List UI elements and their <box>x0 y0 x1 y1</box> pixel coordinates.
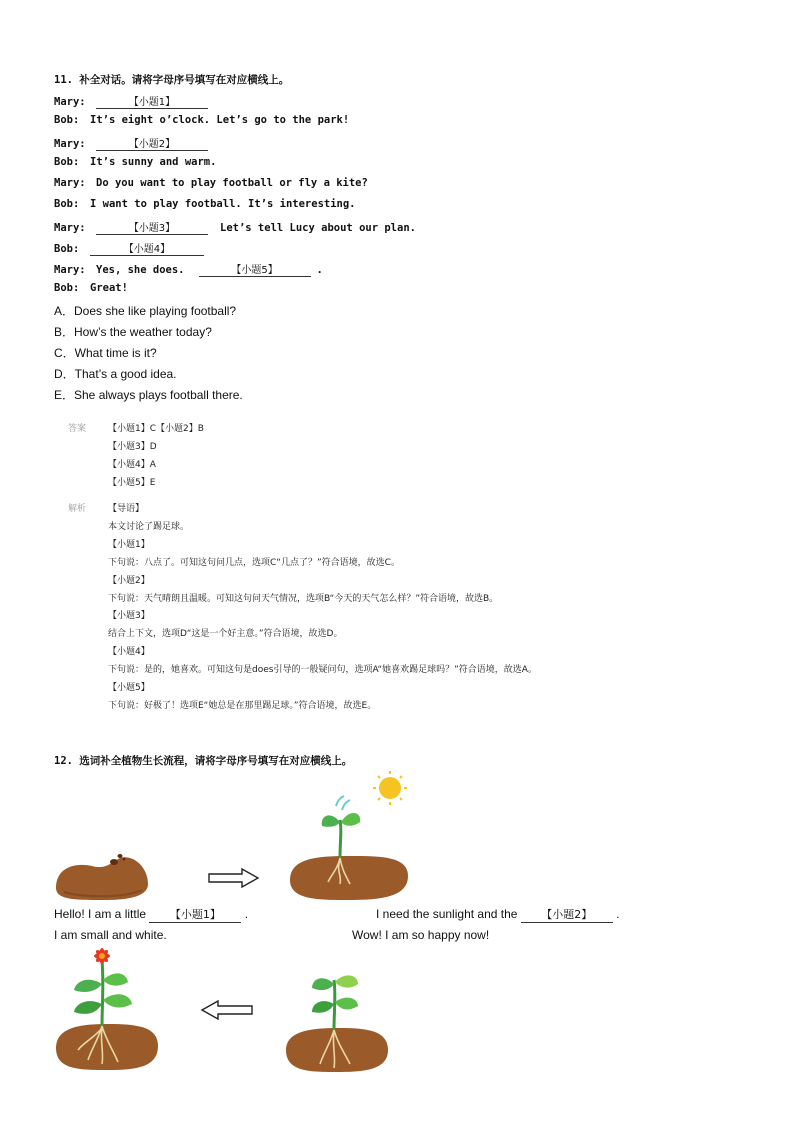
caption-2-text: I need the sunlight and the <box>376 907 518 921</box>
blank-label: 【小题4】 <box>123 244 171 255</box>
caption-1b: I am small and white. <box>54 928 167 942</box>
analysis-line: 【小题2】 <box>108 575 150 586</box>
dialogue-text: I want to play football. It’s interesting. <box>90 198 356 210</box>
speaker: Bob: <box>54 243 80 255</box>
flower-plant-image <box>54 944 160 1076</box>
dialogue-line <box>54 156 216 168</box>
speaker: Bob: <box>54 156 80 168</box>
analysis-line: 下句说：好极了！选项E“她总是在那里踢足球。”符合语境，故选E。 <box>108 700 377 711</box>
caption-2: I need the sunlight and the 【小题2】 . <box>376 907 620 921</box>
dialogue-line <box>54 135 208 151</box>
question-11-title: 11. 补全对话。请将字母序号填写在对应横线上。 <box>54 74 290 86</box>
speaker: Mary: <box>54 96 86 108</box>
analysis-line: 【小题4】 <box>108 647 150 658</box>
sprout-sun-image <box>288 770 410 904</box>
arrow-right-icon <box>208 868 260 888</box>
answer-line: 【小题1】C【小题2】B <box>108 424 204 434</box>
arrow-left-icon <box>200 1000 254 1020</box>
caption-1: Hello! I am a little 【小题1】 . <box>54 907 249 921</box>
dialogue-text: Yes, she does. <box>96 264 185 276</box>
analysis-line: 下句说：八点了。可知这句问几点，选项C“几点了？”符合语境，故选C。 <box>108 557 400 568</box>
blank-label: 【小题1】 <box>128 97 176 108</box>
speaker: Mary: <box>54 177 86 189</box>
dialogue-text: It’s sunny and warm. <box>90 156 217 168</box>
dialogue-line <box>54 198 356 210</box>
answer-label: 答案 <box>68 424 87 434</box>
question-12-title: 12. 选词补全植物生长流程，请将字母序号填写在对应横线上。 <box>54 755 353 767</box>
blank-label: 【小题3】 <box>128 223 176 234</box>
dialogue-line <box>54 219 416 235</box>
answer-line: 【小题3】D <box>108 442 157 452</box>
answer-line: 【小题4】A <box>108 460 156 470</box>
answer-blank[interactable] <box>96 93 208 109</box>
analysis-line: 下句说：是的，她喜欢。可知这句是does引导的一般疑问句，选项A“她喜欢踢足球吗？”符合语境，故选A。 <box>108 665 537 676</box>
dialogue-line <box>54 177 368 189</box>
analysis-line: 本文讨论了踢足球。 <box>108 521 190 532</box>
analysis-line: 结合上下文，选项D“这是一个好主意。”符合语境，故选D。 <box>108 629 343 640</box>
blank-q12-2[interactable]: 【小题2】 <box>521 906 613 923</box>
answer-line: 【小题5】E <box>108 478 156 488</box>
caption-2b: Wow! I am so happy now! <box>352 928 490 942</box>
dialogue-line <box>54 282 128 294</box>
option-item: A．Does she like playing football? <box>54 304 237 318</box>
speaker: Bob: <box>54 114 80 126</box>
blank-label: 【小题2】 <box>128 139 176 150</box>
dialogue-line <box>54 240 204 256</box>
analysis-line: 【小题1】 <box>108 539 150 550</box>
dialogue-line <box>54 114 349 126</box>
answer-blank[interactable] <box>90 240 204 256</box>
option-item: B．How’s the weather today? <box>54 325 212 339</box>
analysis-line: 下句说：天气晴朗且温暖。可知这句问天气情况，选项B“今天的天气怎么样？”符合语境，故选B。 <box>108 593 499 604</box>
dialogue-text: Great! <box>90 282 128 294</box>
dialogue-text: It’s eight o’clock. Let’s go to the park! <box>90 114 350 126</box>
caption-1-text: Hello! I am a little <box>54 907 147 921</box>
speaker: Bob: <box>54 282 80 294</box>
dialogue-line <box>54 261 323 277</box>
dialogue-text-after: . <box>316 264 323 276</box>
option-item: C．What time is it? <box>54 346 157 360</box>
analysis-label: 解析 <box>68 504 87 514</box>
blank-q12-1[interactable]: 【小题1】 <box>149 906 241 923</box>
analysis-line: 【导语】 <box>108 504 145 514</box>
dialogue-text-after: Let’s tell Lucy about our plan. <box>220 222 416 234</box>
answer-blank[interactable] <box>96 135 208 151</box>
option-item: E．She always plays football there. <box>54 388 243 402</box>
speaker: Mary: <box>54 222 86 234</box>
analysis-line: 【小题5】 <box>108 683 150 693</box>
option-item: D．That’s a good idea. <box>54 367 177 381</box>
analysis-line: 【小题3】 <box>108 611 150 622</box>
dialogue-line <box>54 93 208 109</box>
speaker: Mary: <box>54 264 86 276</box>
answer-blank[interactable] <box>96 219 208 235</box>
dialogue-text: Do you want to play football or fly a kite? <box>96 177 368 189</box>
speaker: Bob: <box>54 198 80 210</box>
answer-blank[interactable] <box>199 261 311 277</box>
seed-image <box>54 848 150 904</box>
speaker: Mary: <box>54 138 86 150</box>
young-plant-image <box>284 964 390 1076</box>
blank-label: 【小题5】 <box>231 265 278 276</box>
